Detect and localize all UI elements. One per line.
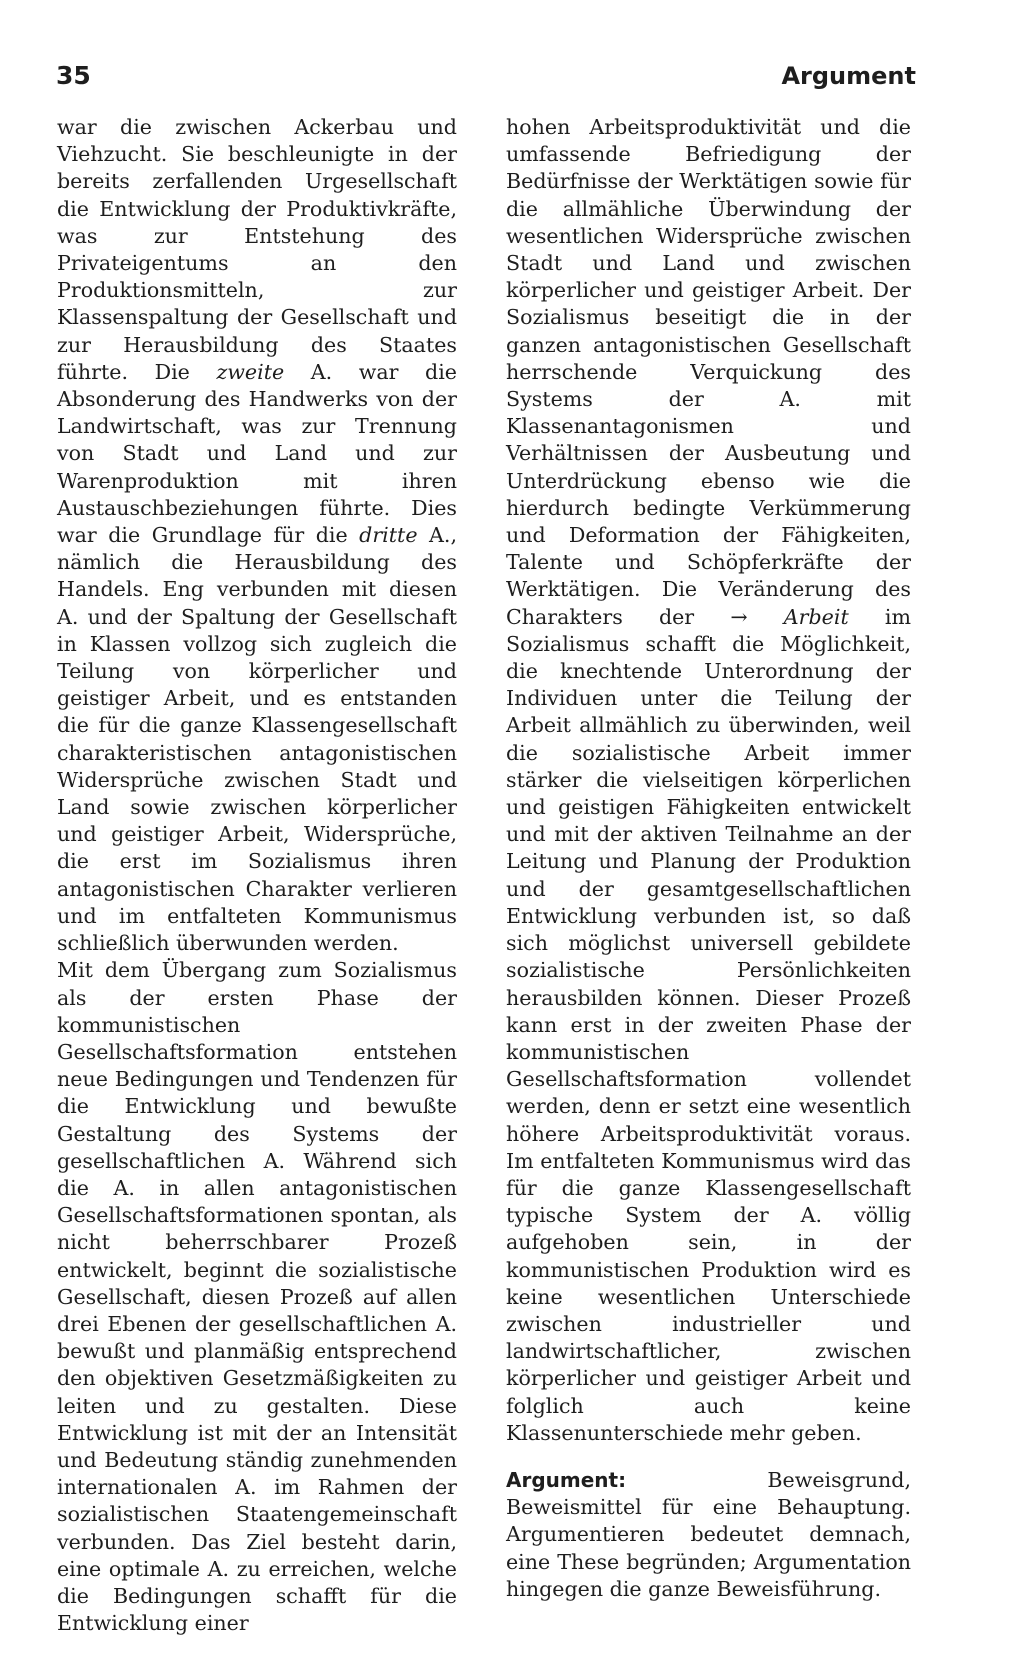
entry-definition: Beweisgrund, Beweismittel für eine Behauptung. Argumentieren bedeutet demnach, eine These begründen; Argumentation hingegen die ganze Beweisführung. — [506, 1467, 911, 1601]
text-run: war die zwischen Ackerbau und Viehzucht. Sie beschleunigte in der bereits zerfallenden Urgesellschaft die Entwicklung der Produktivkräfte, was zur Entstehung des Privateigentums an den Produktionsmitteln, zur Klassenspaltung der Gesellschaft und zur Herausbildung des Staates führte. Die — [57, 115, 457, 384]
emphasis-dritte: dritte — [359, 523, 418, 548]
page-number: 35 — [56, 61, 91, 90]
text-run: A., nämlich die Herausbildung des Handels. Eng verbunden mit diesen A. und der Spaltung der Gesellschaft in Klassen vollzog sich zugleich die Teilung von körperlicher und geistiger Arbeit, und es entstanden die für die ganze Klassengesellschaft charakteristischen antagonistischen Widersprüche zwischen Stadt und Land sowie zwischen körperlicher und geistiger Arbeit, Widersprüche, die erst im Sozialismus ihren antagonistischen Charakter verlieren und im entfalteten Kommunismus schließlich überwunden werden. — [57, 523, 457, 956]
paragraph-division-of-labour-history — [57, 114, 457, 957]
text-run: im Sozialismus schafft die Möglichkeit, die knechtende Unterordnung der Individuen unter die Teilung der Arbeit allmählich zu überwinden, weil die sozialistische Arbeit immer stärker die vielseitigen körperlichen und geistigen Fähigkeiten entwickelt und mit der aktiven Teilnahme an der Leitung und Planung der Produktion und der gesamtgesellschaftlichen Entwicklung verbunden ist, so daß sich möglichst universell gebildete sozialistische Persönlichkeiten herausbilden können. Dieser Prozeß kann erst in der zweiten Phase der kommunistischen Gesellschaftsformation vollendet werden, denn er setzt eine wesentlich höhere Arbeitsproduktivität voraus. Im entfalteten Kommunismus wird das für die ganze Klassengesellschaft typische System der A. völlig aufgehoben sein, in der kommunistischen Produktion wird es keine wesentlichen Unterschiede zwischen industrieller und landwirtschaftlicher, zwischen körperlicher und geistiger Arbeit und folglich auch keine Klassenunterschiede mehr geben. — [506, 604, 911, 1445]
entry-headword: Argument: — [506, 1467, 627, 1492]
text-run: A. war die Absonderung des Handwerks von der Landwirtschaft, was zur Trennung von Stadt und Land und zur Warenproduktion mit ihren Austauschbeziehungen führte. Dies war die Grundlage für die — [57, 359, 457, 548]
cross-reference-arbeit[interactable]: Arbeit — [783, 604, 849, 629]
running-head: Argument — [781, 62, 916, 90]
right-column — [506, 114, 911, 1603]
paragraph-socialism-transition: Mit dem Übergang zum Sozialismus als der ersten Phase der kommunistischen Gesellschaftsformation entstehen neue Bedingungen und Tendenzen für die Entwicklung und bewußte Gestaltung des Systems der gesellschaftlichen A. Während sich die A. in allen antagonistischen Gesellschaftsformationen spontan, als nicht beherrschbarer Prozeß entwickelt, beginnt die sozialistische Gesellschaft, diesen Prozeß auf allen drei Ebenen der gesellschaftlichen A. bewußt und planmäßig entsprechend den objektiven Gesetzmäßigkeiten zu leiten und zu gestalten. Diese Entwicklung ist mit der an Intensität und Bedeutung ständig zunehmenden internationalen A. im Rahmen der sozialistischen Staatengemeinschaft verbunden. Das Ziel besteht darin, eine optimale A. zu erreichen, welche die Bedingungen schafft für die Entwicklung einer — [57, 958, 457, 1636]
dictionary-entry-argument — [506, 1467, 911, 1603]
paragraph-socialism-effects — [506, 114, 911, 1447]
emphasis-zweite: zweite — [216, 359, 285, 384]
left-column — [57, 114, 457, 1637]
text-run: hohen Arbeitsproduktivität und die umfassende Befriedigung der Bedürfnisse der Werktätigen sowie für die allmähliche Überwindung der wesentlichen Widersprüche zwischen Stadt und Land und zwischen körperlicher und geistiger Arbeit. Der Sozialismus beseitigt die in der ganzen antagonistischen Gesellschaft herrschende Verquickung des Systems der A. mit Klassenantagonismen und Verhältnissen der Ausbeutung und Unterdrückung ebenso wie die hierdurch bedingte Verkümmerung und Deformation der Fähigkeiten, Talente und Schöpferkräfte der Werktätigen. Die Veränderung des Charakters der — [506, 115, 911, 629]
cross-reference-arrow-icon: → — [730, 604, 748, 629]
